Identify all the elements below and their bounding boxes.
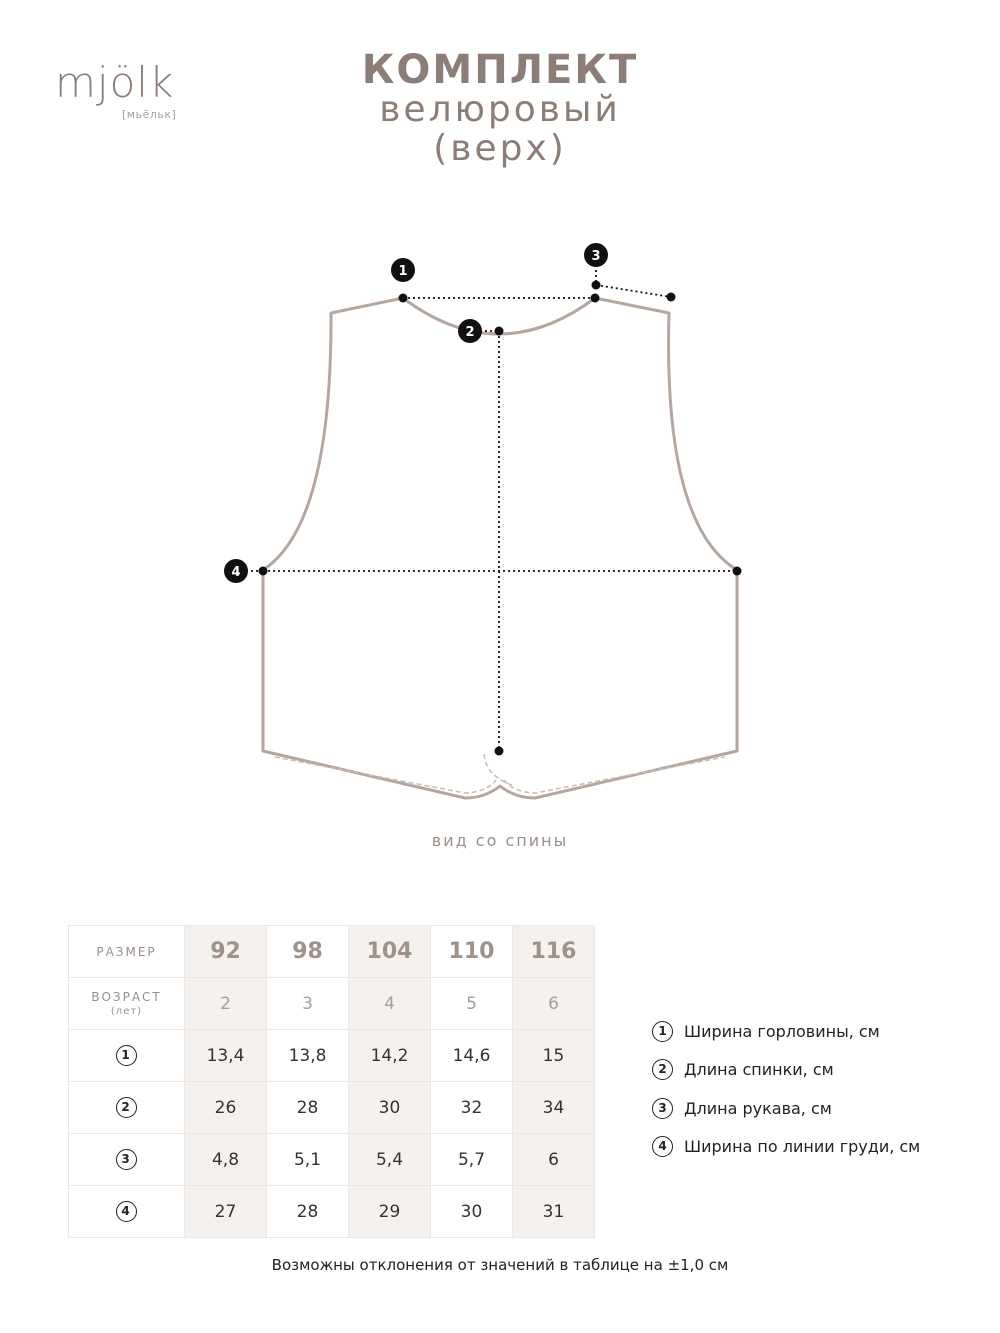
value-cell: 30 [431, 1186, 513, 1238]
vest-slit-stitch [484, 754, 512, 785]
value-cell: 32 [431, 1082, 513, 1134]
marker-badge-2-label: 2 [465, 325, 475, 340]
diagram-caption: вид со спины [431, 831, 569, 850]
size-cell: 104 [349, 926, 431, 978]
age-cell: 4 [349, 978, 431, 1030]
age-cell: 5 [431, 978, 513, 1030]
title-line-1: КОМПЛЕКТ [361, 47, 639, 93]
size-table [68, 925, 595, 1238]
measure-point [733, 567, 742, 576]
table-row-size [69, 926, 595, 978]
row-marker-cell [69, 1082, 185, 1134]
marker-circle: 1 [652, 1021, 673, 1042]
value-cell: 5,1 [267, 1134, 349, 1186]
age-unit: (лет) [110, 1006, 143, 1017]
title-line-3: (верх) [433, 128, 567, 169]
marker-badges [224, 243, 608, 583]
value-cell: 13,4 [185, 1030, 267, 1082]
value-cell: 5,7 [431, 1134, 513, 1186]
measure-line-3b [596, 285, 671, 297]
tolerance-note: Возможны отклонения от значений в таблице на ±1,0 см [271, 1256, 729, 1274]
measure-point [591, 294, 600, 303]
size-cell: 98 [267, 926, 349, 978]
logo-subtitle: [мьёльк] [122, 108, 177, 121]
value-cell: 6 [513, 1134, 595, 1186]
value-cell: 5,4 [349, 1134, 431, 1186]
row-marker-cell [69, 1030, 185, 1082]
value-cell: 31 [513, 1186, 595, 1238]
size-cell: 116 [513, 926, 595, 978]
legend-text: Ширина горловины, см [684, 1021, 880, 1041]
value-cell: 14,2 [349, 1030, 431, 1082]
marker-circle: 2 [116, 1097, 137, 1118]
marker-badge-1-label: 1 [398, 264, 408, 279]
marker-circle: 4 [116, 1201, 137, 1222]
measurement-legend [652, 1012, 920, 1166]
age-cell: 6 [513, 978, 595, 1030]
age-cell: 2 [185, 978, 267, 1030]
legend-item [652, 1089, 920, 1128]
table-row [69, 1030, 595, 1082]
row-marker-cell [69, 1134, 185, 1186]
row-label-size: РАЗМЕР [69, 926, 185, 978]
marker-badge-3-label: 3 [591, 249, 601, 264]
title-line-2: велюровый [379, 89, 621, 130]
marker-circle: 3 [652, 1098, 673, 1119]
logo-wordmark: mjölk [55, 58, 175, 107]
table-row-age [69, 978, 595, 1030]
vest-outline [263, 298, 737, 798]
marker-circle: 3 [116, 1149, 137, 1170]
measure-point [259, 567, 268, 576]
table-row [69, 1082, 595, 1134]
table-row [69, 1186, 595, 1238]
value-cell: 27 [185, 1186, 267, 1238]
measure-point [399, 294, 408, 303]
marker-circle: 2 [652, 1059, 673, 1080]
value-cell: 29 [349, 1186, 431, 1238]
measure-point [592, 281, 601, 290]
legend-item [652, 1051, 920, 1090]
value-cell: 4,8 [185, 1134, 267, 1186]
legend-item [652, 1012, 920, 1051]
value-cell: 28 [267, 1082, 349, 1134]
measure-point [495, 327, 504, 336]
marker-circle: 1 [116, 1045, 137, 1066]
value-cell: 28 [267, 1186, 349, 1238]
legend-item [652, 1128, 920, 1167]
legend-text: Длина спинки, см [684, 1060, 834, 1080]
size-cell: 110 [431, 926, 513, 978]
measure-point [495, 747, 504, 756]
legend-text: Длина рукава, см [684, 1098, 832, 1118]
row-label-age [69, 978, 185, 1030]
size-cell: 92 [185, 926, 267, 978]
marker-badge-4-label: 4 [231, 565, 241, 580]
value-cell: 15 [513, 1030, 595, 1082]
value-cell: 14,6 [431, 1030, 513, 1082]
row-marker-cell [69, 1186, 185, 1238]
age-label: ВОЗРАСТ [91, 990, 162, 1004]
value-cell: 30 [349, 1082, 431, 1134]
age-cell: 3 [267, 978, 349, 1030]
legend-text: Ширина по линии груди, см [684, 1137, 921, 1157]
measure-point [667, 293, 676, 302]
value-cell: 13,8 [267, 1030, 349, 1082]
marker-circle: 4 [652, 1136, 673, 1157]
value-cell: 26 [185, 1082, 267, 1134]
value-cell: 34 [513, 1082, 595, 1134]
table-row [69, 1134, 595, 1186]
